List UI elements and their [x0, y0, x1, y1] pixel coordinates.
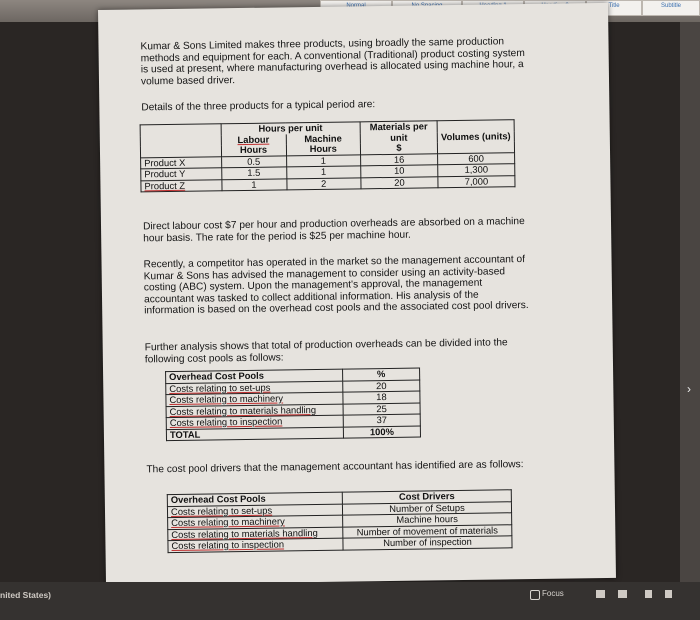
materials-cost: 20	[361, 176, 438, 189]
product-name: Product Y	[141, 168, 222, 181]
pool-name: Costs relating to inspection	[168, 538, 343, 552]
total-percent: 100%	[343, 426, 420, 439]
pane-arrow-icon[interactable]: ›	[687, 382, 691, 396]
print-layout-icon[interactable]	[618, 590, 627, 598]
product-name: Product Z	[141, 179, 222, 192]
header-machine-hours: Hours	[286, 143, 361, 155]
paragraph-abc: Recently, a competitor has operated in the market so the management accountant of Kumar & Sons has advised the management to consider using an activity-based costing (ABC) system. Upon the management's approval, the management accountant was tasked to collect additional information. His analysis of the information is based on the overhead cost pools and the associated cost pool drivers.	[143, 254, 529, 317]
language-indicator[interactable]: nited States)	[0, 590, 52, 600]
paragraph-details: Details of the three products for a typical period are:	[141, 99, 376, 114]
cost-driver: Number of movement of materials	[343, 524, 512, 538]
pool-percent: 37	[343, 414, 420, 427]
pool-percent: 18	[343, 391, 420, 404]
labour-hours: 1.5	[221, 167, 286, 179]
header-volumes: Volumes (units)	[437, 120, 514, 154]
header-hours-per-unit: Hours per unit	[221, 122, 361, 135]
header-materials: Materials per unit $	[360, 121, 437, 155]
paragraph-intro: Kumar & Sons Limited makes three products, using broadly the same production methods and equipment for each. A conventional (Traditional) product costing system is used at present, where manufacturing overhead is allocated using machine hour, a volume based driver.	[140, 36, 525, 88]
cost-driver: Number of Setups	[342, 501, 511, 515]
pool-name: Costs relating to materials handling	[168, 527, 343, 541]
volume: 600	[438, 152, 515, 165]
pool-name: Costs relating to machinery	[168, 515, 343, 529]
volume: 7,000	[438, 175, 515, 188]
header-labour: Labour	[221, 134, 286, 145]
header-machine: Machine	[286, 133, 361, 145]
pool-name: Costs relating to set-ups	[167, 504, 342, 518]
cost-pools-table	[165, 368, 421, 442]
focus-button[interactable]: Focus	[542, 589, 564, 598]
cost-drivers-table	[167, 489, 513, 552]
header-overhead-pools: Overhead Cost Pools	[167, 492, 342, 506]
document-page[interactable]	[98, 3, 616, 585]
cost-driver: Number of inspection	[343, 536, 512, 550]
header-overhead-pools: Overhead Cost Pools	[166, 369, 343, 383]
pool-name: Costs relating to inspection	[166, 415, 343, 429]
paragraph-drivers: The cost pool drivers that the management accountant has identified are as follows:	[146, 459, 524, 476]
pool-percent: 25	[343, 403, 420, 416]
style-label: Title	[608, 3, 620, 9]
products-table	[140, 119, 516, 192]
pool-name: Costs relating to machinery	[166, 392, 343, 406]
machine-hours: 2	[286, 177, 361, 190]
labour-hours: 1	[221, 178, 286, 190]
styles-pane-edge	[680, 22, 700, 582]
materials-cost: 16	[361, 153, 438, 166]
style-label: Subtitle	[660, 3, 681, 9]
web-layout-icon[interactable]	[645, 590, 652, 598]
focus-icon[interactable]	[530, 590, 540, 600]
machine-hours: 1	[286, 154, 361, 167]
product-name: Product X	[141, 156, 222, 169]
zoom-icon[interactable]	[665, 590, 672, 598]
header-cost-drivers: Cost Drivers	[342, 490, 511, 504]
paragraph-labour-rate: Direct labour cost $7 per hour and production overheads are absorbed on a machine hour basis. The rate for the period is $25 per machine hour.	[142, 216, 525, 244]
materials-cost: 10	[361, 165, 438, 178]
total-label: TOTAL	[166, 427, 343, 441]
read-mode-icon[interactable]	[596, 590, 605, 598]
paragraph-cost-pools: Further analysis shows that total of production overheads can be divided into the following cost pools as follows:	[144, 337, 508, 365]
volume: 1,300	[438, 164, 515, 177]
machine-hours: 1	[286, 166, 361, 179]
pool-name: Costs relating to set-ups	[166, 381, 343, 395]
status-bar	[0, 582, 700, 620]
style-subtitle[interactable]	[642, 0, 700, 16]
pool-name: Costs relating to materials handling	[166, 404, 343, 418]
labour-hours: 0.5	[221, 155, 286, 167]
header-percent: %	[343, 368, 420, 381]
header-labour-hours: Hours	[221, 144, 286, 156]
cost-driver: Machine hours	[343, 513, 512, 527]
pool-percent: 20	[343, 380, 420, 393]
